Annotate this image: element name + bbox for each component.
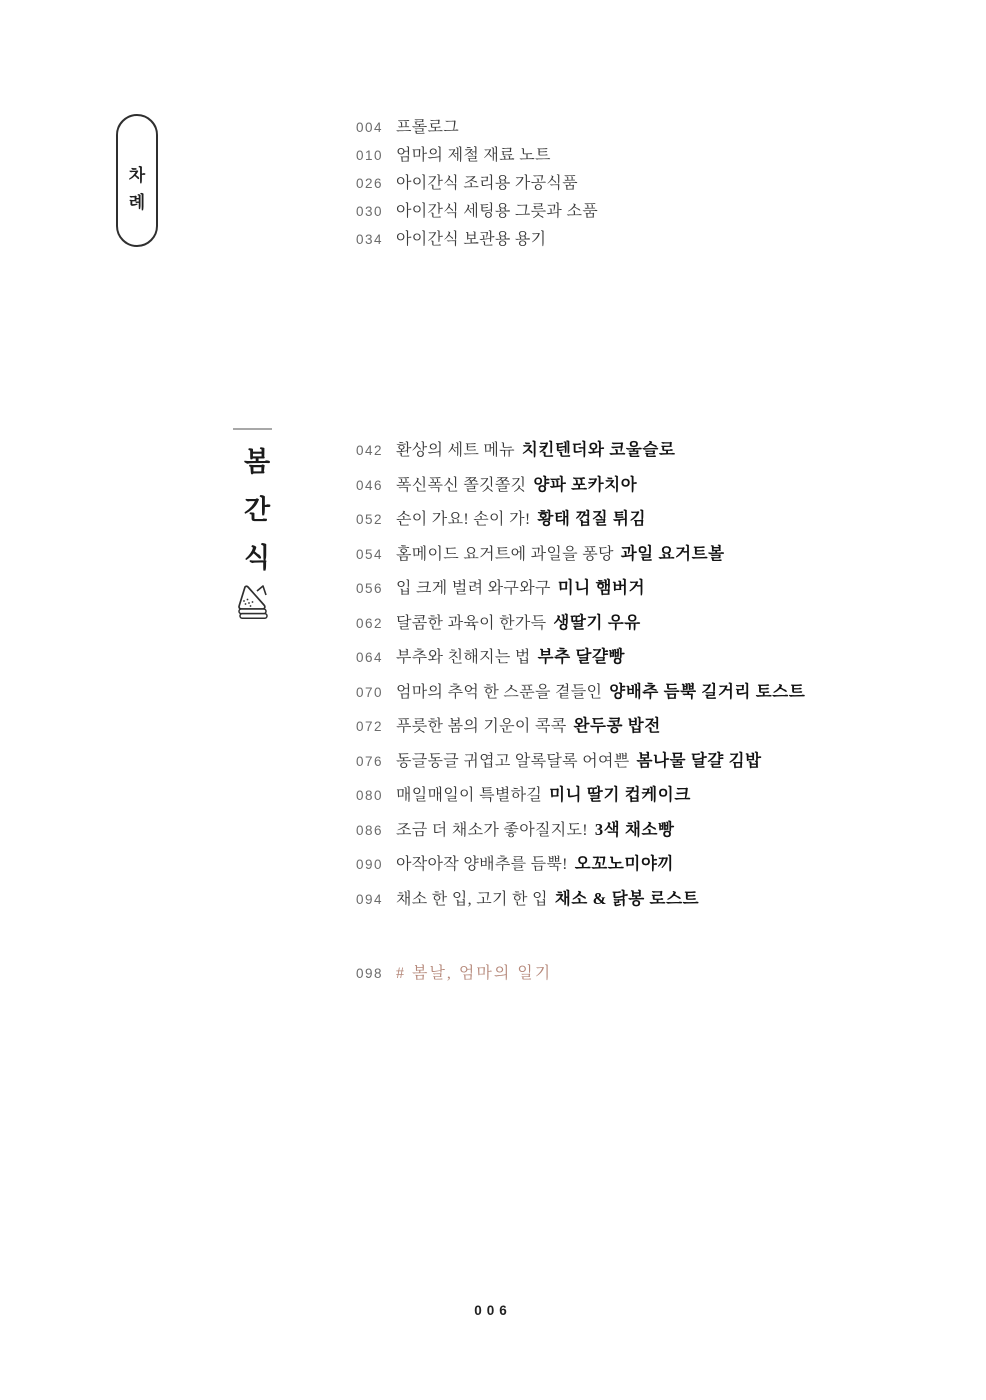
folio-page-number: 006 — [474, 1303, 512, 1318]
page-number-ref: 046 — [356, 477, 384, 493]
recipe-name: 황태 껍질 튀김 — [537, 509, 647, 528]
recipe-description: 입 크게 벌려 와구와구 — [396, 580, 551, 597]
front-matter-row — [356, 170, 598, 198]
section-title-char: 식 — [243, 543, 271, 573]
front-matter-row — [356, 198, 598, 226]
recipe-name: 완두콩 밥전 — [573, 716, 661, 735]
recipe-description: 부추와 친해지는 법 — [396, 649, 531, 666]
recipe-name: 양배추 듬뿍 길거리 토스트 — [609, 681, 806, 701]
page-number-ref: 034 — [356, 232, 384, 247]
front-matter-title: 아이간식 세팅용 그릇과 소품 — [396, 203, 598, 220]
recipe-description: 채소 한 입, 고기 한 입 — [396, 890, 548, 908]
page-number-ref: 052 — [356, 512, 384, 527]
recipe-description: 푸릇한 봄의 기운이 콕콕 — [396, 718, 567, 735]
page-number-ref: 064 — [356, 650, 384, 665]
recipe-name: 채소 & 닭봉 로스트 — [554, 888, 700, 908]
recipe-row — [356, 678, 805, 713]
page-number-ref: 070 — [356, 684, 384, 700]
recipe-row — [356, 436, 805, 471]
section-title-char: 봄 — [243, 447, 271, 477]
recipe-name: 치킨텐더와 코울슬로 — [521, 440, 676, 459]
recipe-description: 홈메이드 요거트에 과일을 퐁당 — [396, 545, 614, 563]
page-number-ref: 010 — [356, 148, 384, 163]
recipe-description: 폭신폭신 쫄깃쫄깃 — [396, 476, 527, 494]
front-matter-title: 아이간식 보관용 용기 — [396, 231, 547, 248]
diary-entry-row — [356, 960, 552, 988]
recipe-row — [356, 747, 805, 782]
page-number-ref: 094 — [356, 891, 384, 907]
front-matter-title: 아이간식 조리용 가공식품 — [396, 175, 578, 192]
page-number-ref: 072 — [356, 719, 384, 734]
toc-label-char: 차 — [128, 166, 146, 185]
recipe-row — [356, 471, 805, 506]
recipe-name: 양파 포카치아 — [533, 474, 638, 494]
recipe-description: 환상의 세트 메뉴 — [396, 442, 515, 459]
recipe-row — [356, 574, 805, 609]
recipe-row — [356, 816, 805, 851]
page-number-ref: 062 — [356, 615, 384, 631]
recipe-row — [356, 609, 805, 644]
page-number-ref: 098 — [356, 966, 384, 981]
page-number-ref: 056 — [356, 581, 384, 596]
front-matter-title: 엄마의 제철 재료 노트 — [396, 147, 551, 164]
recipe-description: 엄마의 추억 한 스푼을 곁들인 — [396, 683, 603, 701]
section-title-char: 간 — [243, 495, 271, 525]
recipe-name: 생딸기 우유 — [553, 612, 641, 632]
sandwich-icon — [233, 583, 275, 625]
recipe-name: 과일 요거트볼 — [620, 543, 725, 563]
recipe-description: 동글동글 귀엽고 알록달록 어여쁜 — [396, 752, 630, 770]
recipe-description: 손이 가요! 손이 가! — [396, 511, 531, 528]
diary-entry-title: # 봄날, 엄마의 일기 — [396, 965, 553, 982]
recipe-description: 달콤한 과육이 한가득 — [396, 614, 547, 632]
page-number-ref: 076 — [356, 753, 384, 769]
page-number-ref: 026 — [356, 176, 384, 191]
page-number-ref: 086 — [356, 822, 384, 838]
recipe-row — [356, 643, 805, 678]
page-number-ref: 054 — [356, 546, 384, 562]
recipe-name: 봄나물 달걀 김밥 — [636, 750, 762, 770]
recipe-name: 미니 딸기 컵케이크 — [549, 785, 691, 804]
recipe-name: 부추 달걀빵 — [537, 647, 626, 666]
recipe-description: 매일매일이 특별하길 — [396, 787, 543, 804]
front-matter-row — [356, 142, 598, 170]
recipe-name: 미니 햄버거 — [557, 578, 646, 597]
recipe-row — [356, 540, 805, 575]
recipe-name: 3색 채소빵 — [594, 819, 675, 839]
page-number-ref: 004 — [356, 120, 384, 135]
recipe-row — [356, 850, 805, 885]
recipe-name: 오꼬노미야끼 — [574, 854, 675, 873]
page-number-ref: 030 — [356, 204, 384, 219]
section-title-spring-snacks — [229, 438, 285, 582]
page-number-ref: 042 — [356, 443, 384, 458]
recipe-list — [356, 436, 805, 919]
toc-label-box — [116, 114, 158, 247]
page-number-ref: 090 — [356, 857, 384, 872]
page-number-ref: 080 — [356, 788, 384, 803]
recipe-description: 아작아작 양배추를 듬뿍! — [396, 856, 568, 873]
front-matter-title: 프롤로그 — [396, 119, 460, 136]
recipe-row — [356, 885, 805, 920]
section-divider-rule — [233, 428, 272, 430]
front-matter-row — [356, 226, 598, 254]
recipe-row — [356, 712, 805, 747]
recipe-description: 조금 더 채소가 좋아질지도! — [396, 821, 588, 839]
recipe-row — [356, 505, 805, 540]
front-matter-list — [356, 114, 598, 254]
recipe-row — [356, 781, 805, 816]
front-matter-row — [356, 114, 598, 142]
toc-label-char: 례 — [128, 193, 146, 212]
